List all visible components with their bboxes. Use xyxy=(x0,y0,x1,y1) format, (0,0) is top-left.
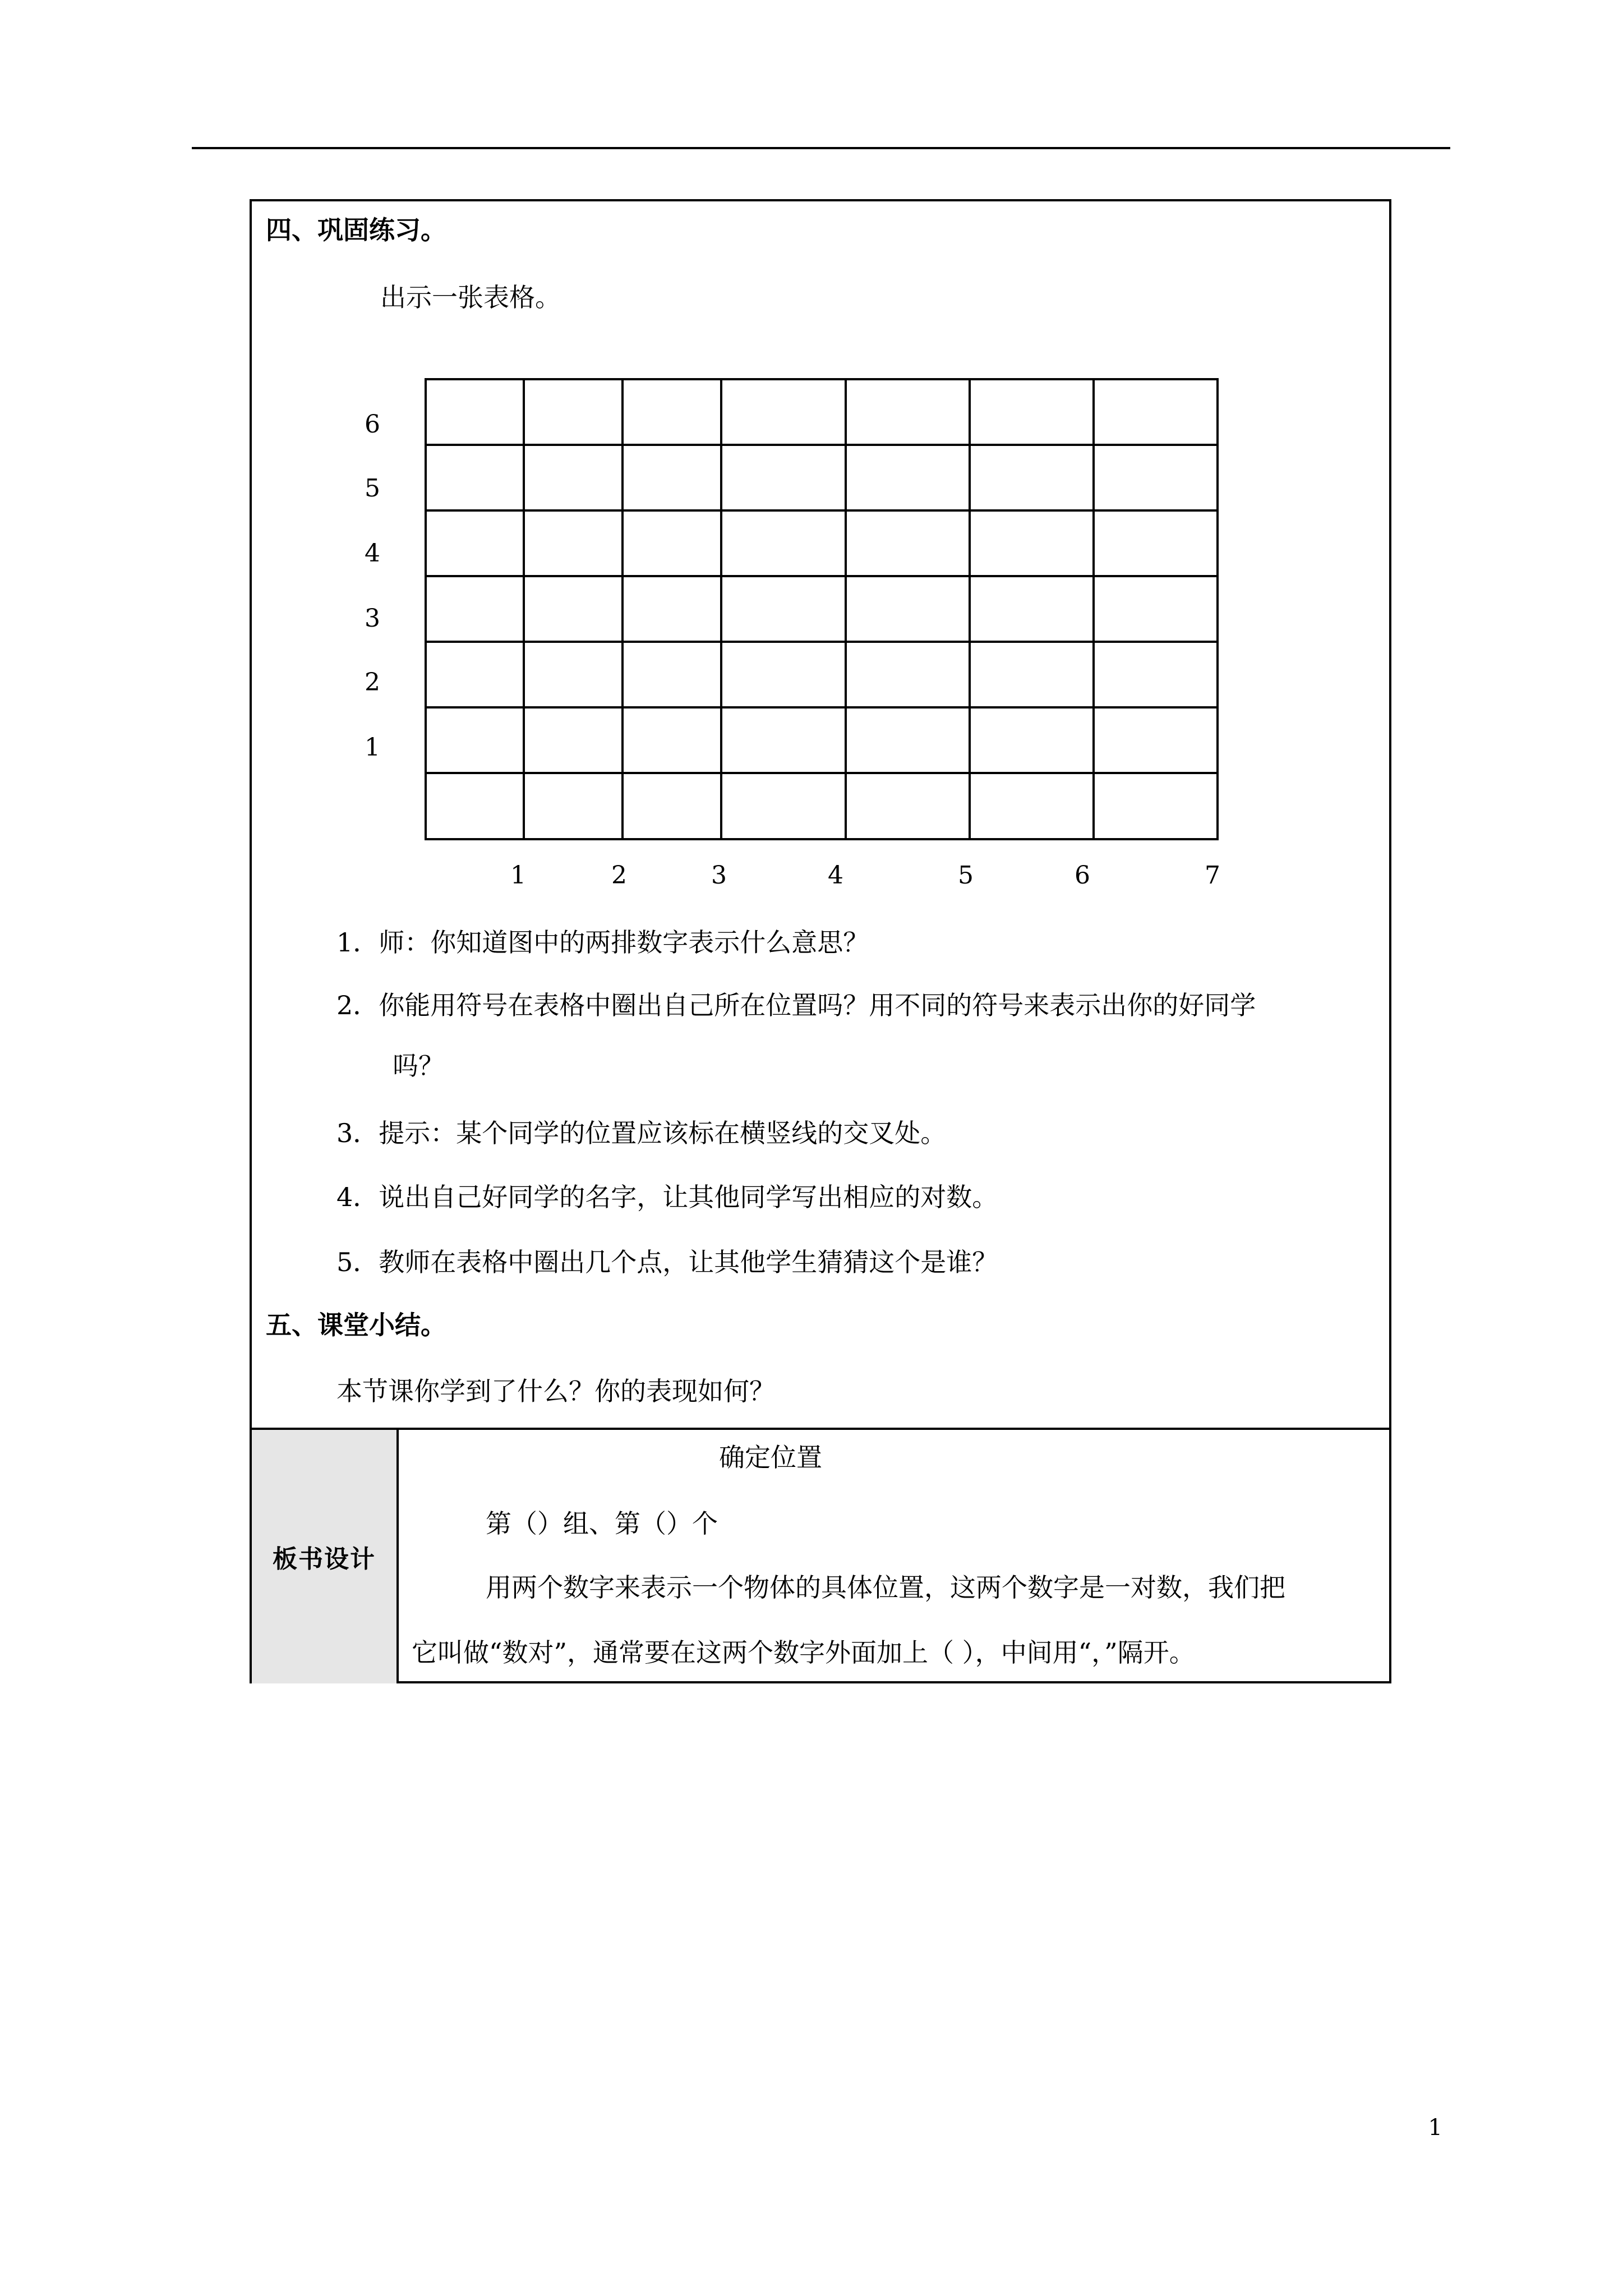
section5-title: 五、课堂小结。 xyxy=(266,1310,446,1340)
x-label: 2 xyxy=(611,861,627,890)
list-item: 4．说出自己好同学的名字，让其他同学写出相应的对数。 xyxy=(336,1182,998,1212)
board-label: 板书设计 xyxy=(273,1545,376,1573)
board-line: 用两个数字来表示一个物体的具体位置，这两个数字是一对数，我们把 xyxy=(486,1572,1285,1603)
x-label: 3 xyxy=(711,861,727,890)
board-title: 确定位置 xyxy=(719,1442,822,1473)
list-item: 3．提示：某个同学的位置应该标在横竖线的交叉处。 xyxy=(336,1118,947,1148)
board-line: 第（）组、第（）个 xyxy=(486,1508,718,1539)
x-label: 4 xyxy=(828,861,843,890)
y-label: 6 xyxy=(365,410,380,439)
y-label: 5 xyxy=(365,474,380,503)
section4-intro: 出示一张表格。 xyxy=(380,282,561,312)
board-separator xyxy=(252,1428,1389,1430)
page-number: 1 xyxy=(1428,2115,1442,2141)
coordinate-grid xyxy=(425,378,1219,840)
section4-title: 四、巩固练习。 xyxy=(266,215,446,245)
board-label-cell xyxy=(252,1430,399,1683)
x-label: 5 xyxy=(958,861,974,890)
grid-border xyxy=(426,379,1218,839)
list-item: 1．师：你知道图中的两排数字表示什么意思？ xyxy=(336,927,869,958)
section5-text: 本节课你学到了什么？你的表现如何？ xyxy=(336,1376,775,1406)
grid-svg xyxy=(425,378,1219,840)
header-rule xyxy=(192,147,1450,149)
y-label: 3 xyxy=(365,604,380,633)
x-label: 6 xyxy=(1075,861,1090,890)
y-label: 2 xyxy=(365,668,380,697)
list-item-continued: 吗？ xyxy=(393,1051,444,1081)
y-label: 1 xyxy=(365,733,380,762)
x-label: 7 xyxy=(1205,861,1220,890)
x-label: 1 xyxy=(510,861,526,890)
board-line: 它叫做“数对”，通常要在这两个数字外面加上（ ），中间用“，”隔开。 xyxy=(412,1637,1195,1668)
y-label: 4 xyxy=(365,539,380,568)
list-item: 5．教师在表格中圈出几个点，让其他学生猜猜这个是谁？ xyxy=(336,1247,998,1277)
list-item: 2．你能用符号在表格中圈出自己所在位置吗？用不同的符号来表示出你的好同学 xyxy=(336,990,1256,1020)
